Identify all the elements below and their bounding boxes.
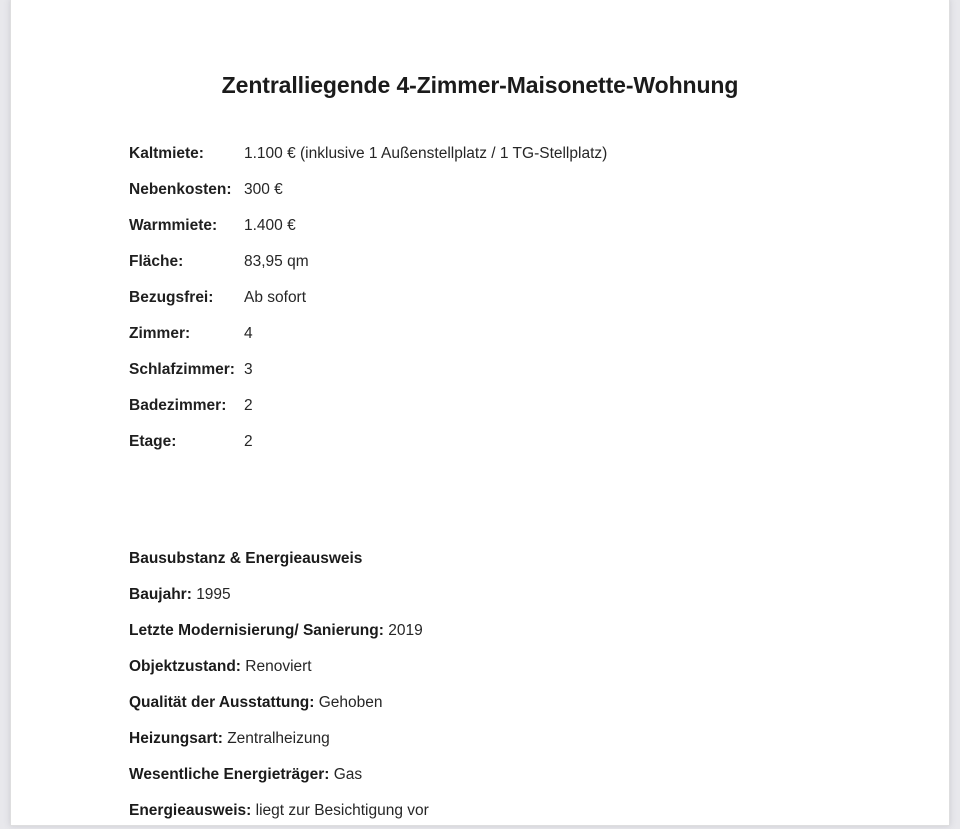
spec-line-objektzustand: [129, 649, 949, 685]
fact-label-nebenkosten: Nebenkosten:: [129, 180, 232, 198]
spec-value-energieausweis: liegt zur Besichtigung vor: [255, 801, 429, 819]
spec-label-objektzustand: Objektzustand:: [129, 657, 241, 675]
table-row: [129, 325, 607, 361]
fact-label-badezimmer: Badezimmer:: [129, 396, 227, 414]
fact-value-flaeche: 83,95 qm: [244, 252, 309, 270]
property-facts-body: [129, 145, 607, 469]
fact-value-badezimmer: 2: [244, 396, 253, 414]
fact-value-zimmer: 4: [244, 324, 253, 342]
spec-value-modernisierung: 2019: [388, 621, 423, 639]
spec-label-modernisierung: Letzte Modernisierung/ Sanierung:: [129, 621, 384, 639]
fact-label-schlafzimmer: Schlafzimmer:: [129, 360, 235, 378]
spec-line-energieausweis: [129, 793, 949, 829]
page-title: Zentralliegende 4-Zimmer-Maisonette-Wohnung: [221, 72, 739, 98]
document-page: [11, 0, 949, 825]
fact-label-bezugsfrei: Bezugsfrei:: [129, 288, 214, 306]
spec-label-baujahr: Baujahr:: [129, 585, 192, 603]
spec-value-energietraeger: Gas: [333, 765, 363, 783]
spec-line-energietraeger: [129, 757, 949, 793]
bausubstanz-section: [129, 541, 949, 829]
fact-value-nebenkosten: 300 €: [244, 180, 283, 198]
property-facts-table: [129, 145, 607, 469]
fact-label-warmmiete: Warmmiete:: [129, 216, 218, 234]
spec-value-objektzustand: Renoviert: [245, 657, 312, 675]
fact-label-flaeche: Fläche:: [129, 252, 184, 270]
spec-line-qualitaet: [129, 685, 949, 721]
fact-value-bezugsfrei: Ab sofort: [244, 288, 307, 306]
table-row: [129, 217, 607, 253]
spec-label-heizungsart: Heizungsart:: [129, 729, 223, 747]
document-content: [11, 0, 949, 829]
spec-value-qualitaet: Gehoben: [318, 693, 383, 711]
table-row: [129, 253, 607, 289]
spec-line-baujahr: [129, 577, 949, 613]
fact-label-etage: Etage:: [129, 432, 177, 450]
section-spacer: [129, 469, 949, 505]
fact-value-etage: 2: [244, 432, 253, 450]
spec-value-heizungsart: Zentralheizung: [227, 729, 330, 747]
fact-label-kaltmiete: Kaltmiete:: [129, 144, 204, 162]
spec-line-modernisierung: [129, 613, 949, 649]
table-row: [129, 145, 607, 181]
table-row: [129, 433, 607, 469]
table-row: [129, 181, 607, 217]
section-heading-bausubstanz: Bausubstanz & Energieausweis: [129, 549, 363, 567]
table-row: [129, 361, 607, 397]
spec-label-energietraeger: Wesentliche Energieträger:: [129, 765, 330, 783]
spec-label-qualitaet: Qualität der Ausstattung:: [129, 693, 315, 711]
fact-value-schlafzimmer: 3: [244, 360, 253, 378]
spec-label-energieausweis: Energieausweis:: [129, 801, 252, 819]
fact-value-kaltmiete: 1.100 € (inklusive 1 Außenstellplatz / 1 TG-Stellplatz): [244, 144, 608, 162]
spec-value-baujahr: 1995: [196, 585, 231, 603]
fact-label-zimmer: Zimmer:: [129, 324, 191, 342]
table-row: [129, 397, 607, 433]
fact-value-warmmiete: 1.400 €: [244, 216, 296, 234]
spec-line-heizungsart: [129, 721, 949, 757]
table-row: [129, 289, 607, 325]
